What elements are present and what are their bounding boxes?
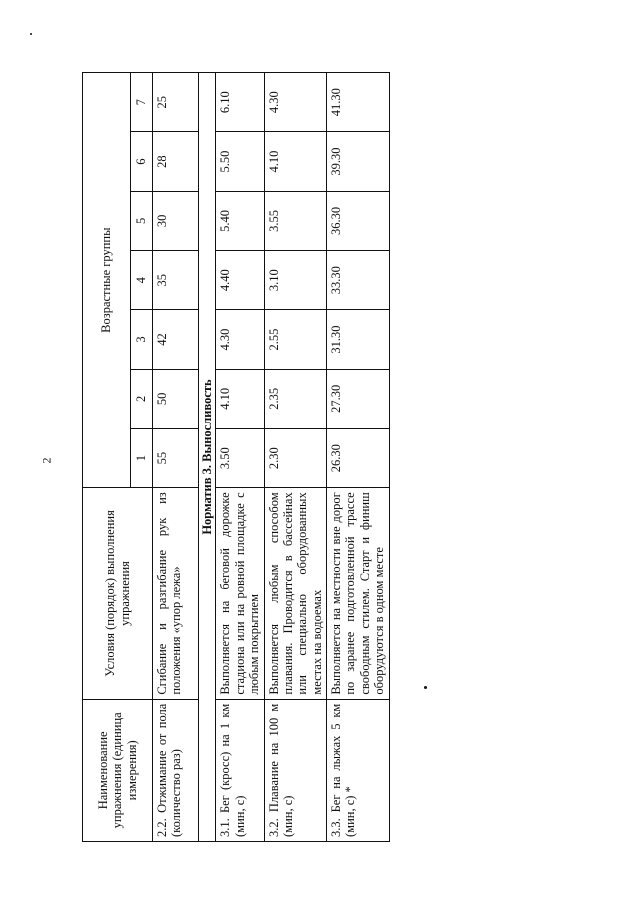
- value-cell: 28: [153, 132, 199, 191]
- group-header: 6: [131, 132, 153, 191]
- exercise-name: 3.3. Бег на лыжах 5 км (мин, с) *: [327, 699, 390, 841]
- value-cell: 2.35: [264, 369, 327, 428]
- value-cell: 27.30: [327, 369, 390, 428]
- exercise-name: 2.2. Отжимание от пола (количество раз): [153, 699, 199, 841]
- group-header: 3: [131, 310, 153, 369]
- value-cell: 4.10: [264, 132, 327, 191]
- value-cell: 39.30: [327, 132, 390, 191]
- value-cell: 3.50: [216, 428, 264, 487]
- section-title: Норматив 3. Выносливость: [199, 73, 216, 842]
- table-row: [153, 73, 199, 842]
- value-cell: 55: [153, 428, 199, 487]
- header-name: Наименование упражнения (единица измерения): [83, 699, 153, 841]
- group-header: 1: [131, 428, 153, 487]
- group-header: 7: [131, 73, 153, 132]
- exercise-conditions: Выполняется на местности вне дорог по заранее подготовленной трассе свободным стилем. Старт и финиш оборудуются в одном месте: [327, 488, 390, 699]
- exercise-name: 3.2. Плавание на 100 м (мин, с): [264, 699, 327, 841]
- header-conditions: Условия (порядок) выполнения упражнения: [83, 488, 153, 699]
- value-cell: 2.30: [264, 428, 327, 487]
- section-row: [199, 73, 216, 842]
- value-cell: 6.10: [216, 73, 264, 132]
- exercise-conditions: Сгибание и разгибание рук из положения «упор лежа»: [153, 488, 199, 699]
- rotated-table-container: [82, 72, 387, 842]
- header-age-groups: Возрастные группы: [83, 73, 131, 488]
- value-cell: 3.55: [264, 191, 327, 250]
- value-cell: 25: [153, 73, 199, 132]
- value-cell: 5.40: [216, 191, 264, 250]
- value-cell: 36.30: [327, 191, 390, 250]
- value-cell: 41.30: [327, 73, 390, 132]
- scan-speck: [30, 33, 32, 35]
- value-cell: 35: [153, 251, 199, 310]
- value-cell: 30: [153, 191, 199, 250]
- table-row: [327, 73, 390, 842]
- value-cell: 26.30: [327, 428, 390, 487]
- value-cell: 50: [153, 369, 199, 428]
- value-cell: 2.55: [264, 310, 327, 369]
- value-cell: 4.30: [216, 310, 264, 369]
- value-cell: 4.10: [216, 369, 264, 428]
- value-cell: 42: [153, 310, 199, 369]
- value-cell: 4.40: [216, 251, 264, 310]
- value-cell: 5.50: [216, 132, 264, 191]
- scan-speck: [424, 686, 427, 689]
- value-cell: 4.30: [264, 73, 327, 132]
- value-cell: 31.30: [327, 310, 390, 369]
- group-header: 4: [131, 251, 153, 310]
- group-header: 5: [131, 191, 153, 250]
- table-row: [216, 73, 264, 842]
- value-cell: 3.10: [264, 251, 327, 310]
- group-header: 2: [131, 369, 153, 428]
- header-row: [83, 73, 131, 842]
- exercise-conditions: Выполняется любым способом плавания. Проводится в бассейнах или специально оборудованных местах на водоемах: [264, 488, 327, 699]
- standards-table: [82, 72, 390, 842]
- value-cell: 33.30: [327, 251, 390, 310]
- table-row: [264, 73, 327, 842]
- table-rotation: [82, 72, 387, 842]
- exercise-name: 3.1. Бег (кросс) на 1 км (мин, с): [216, 699, 264, 841]
- exercise-conditions: Выполняется на беговой дорожке стадиона или на ровной площадке с любым покрытием: [216, 488, 264, 699]
- page-number: 2: [39, 457, 54, 464]
